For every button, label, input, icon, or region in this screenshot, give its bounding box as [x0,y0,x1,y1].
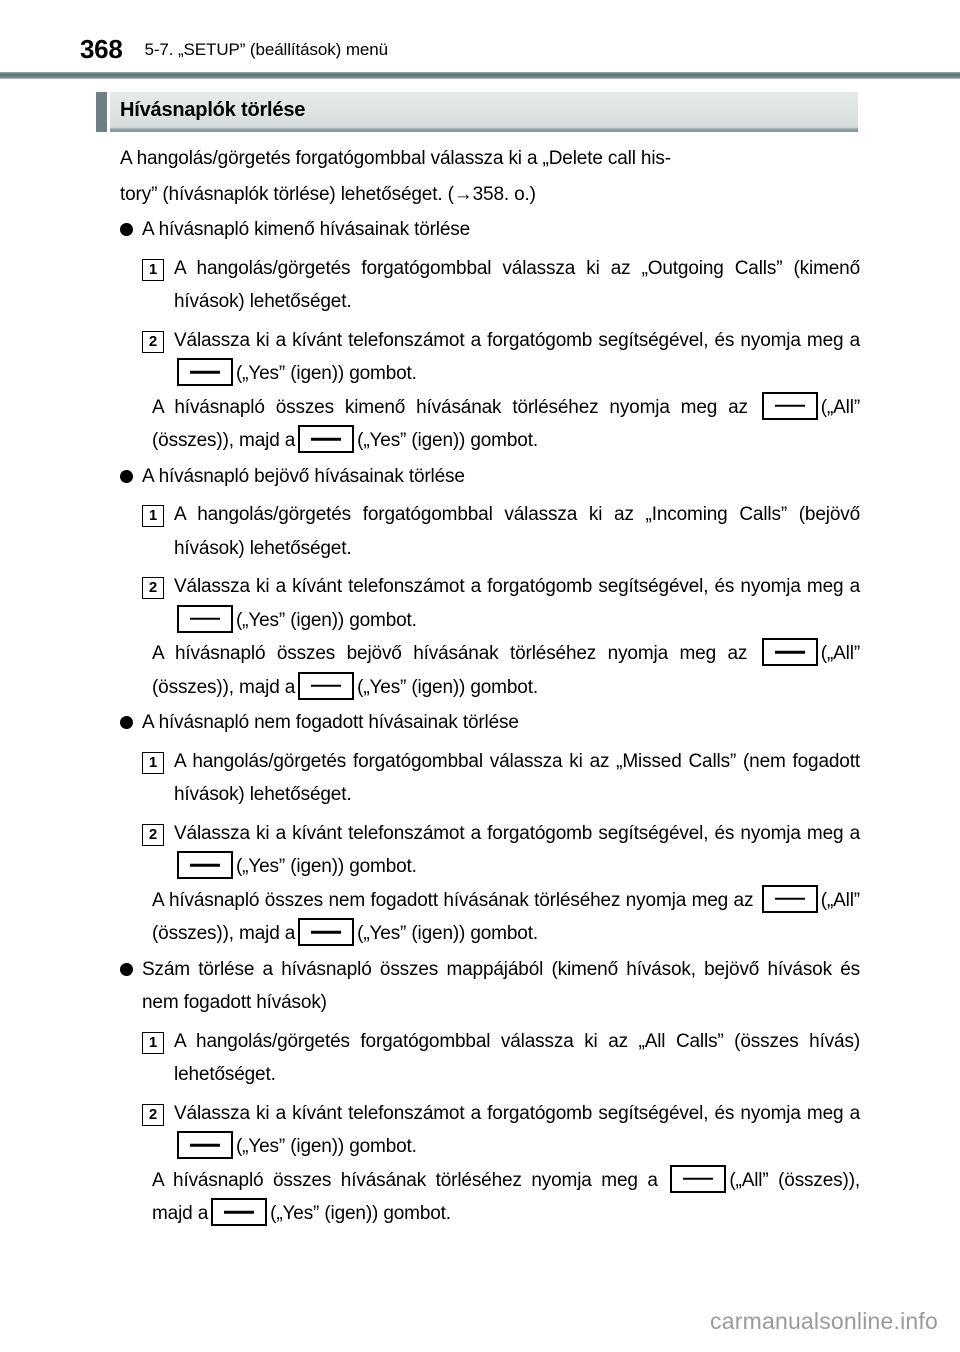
step-text-before-key: Válassza ki a kívánt telefonszámot a forgatógomb segítségével, és nyomja meg a [174,576,860,597]
note-text-middle: („All” (összes)), majd a [152,396,860,451]
numbered-step [142,498,860,565]
numbered-step [142,252,860,319]
step-text: A hangolás/görgetés forgatógombbal válassza ki az „Missed Calls” (nem fogadott hívások) lehetőséget. [174,750,860,805]
step-text: A hangolás/görgetés forgatógombbal válassza ki az „Outgoing Calls” (kimenő hívások) lehetőséget. [174,257,860,312]
step-text: A hangolás/görgetés forgatógombbal válassza ki az „All Calls” (összes hívás) lehetőséget. [174,1030,860,1085]
step-number-box: 1 [142,1032,164,1054]
bullet-item [120,953,860,1020]
note-text-after: („Yes” (igen)) gombot. [357,430,538,451]
bullet-item [120,213,860,247]
step-text-after-key: („Yes” (igen)) gombot. [236,363,417,384]
section-accent-bar [96,92,107,132]
intro-page-ref: 358. o.) [472,183,536,205]
note-text-middle: („All” (összes)), majd a [152,889,860,944]
step-text [174,570,860,637]
dash-key-icon[interactable] [298,672,354,700]
dash-key-icon[interactable] [762,638,818,666]
dash-key-icon[interactable] [177,851,233,879]
numbered-step [142,817,860,884]
intro-paragraph-cont [120,178,860,212]
intro-text-b: tory” (hívásnaplók törlése) lehetőséget. ( [120,183,454,205]
bullet-item [120,460,860,494]
bullet-item [120,706,860,740]
step-number-box: 2 [142,1104,164,1126]
numbered-step [142,745,860,812]
dash-key-icon[interactable] [298,918,354,946]
dash-key-icon[interactable] [762,885,818,913]
bullet-label: A hívásnapló kimenő hívásainak törlése [142,219,471,240]
step-number-box: 1 [142,505,164,527]
dash-key-icon[interactable] [177,1131,233,1159]
step-text [174,817,860,884]
dash-key-icon[interactable] [177,605,233,633]
arrow-right-icon: → [453,183,473,205]
running-title: 5-7. „SETUP” (beállítások) menü [144,40,388,59]
step-text-after-key: („Yes” (igen)) gombot. [236,1136,417,1157]
step-number-box: 1 [142,259,164,281]
step-text-after-key: („Yes” (igen)) gombot. [236,609,417,631]
note-text-middle: („All” (összes)), majd a [152,1169,860,1224]
intro-paragraph [120,142,860,176]
section-title: Hívásnaplók törlése [120,99,306,121]
step-text-after-key: („Yes” (igen)) gombot. [236,856,417,877]
page-running-head [0,34,960,74]
note-text-after: („Yes” (igen)) gombot. [357,676,538,698]
dash-key-icon[interactable] [211,1198,267,1226]
note-text-middle: („All” (összes)), majd a [152,643,860,698]
step-number-box: 1 [142,752,164,774]
step-number-box: 2 [142,824,164,846]
note-text-before: A hívásnapló összes kimenő hívásának törléséhez nyomja meg az [152,396,748,418]
bullet-label: A hívásnapló bejövő hívásainak törlése [142,465,465,487]
note-paragraph [152,1164,860,1231]
bullet-label: Szám törlése a hívásnapló összes mappájából (kimenő hívások, bejövő hívások és nem fogadott hívások) [142,958,860,1013]
step-text-before-key: Válassza ki a kívánt telefonszámot a forgatógomb segítségével, és nyomja meg a [174,329,860,351]
dash-key-icon[interactable] [177,358,233,386]
section-title-background [110,92,858,132]
bullet-dot-icon [120,716,133,729]
page-content [120,142,860,1231]
note-paragraph [152,391,860,458]
watermark: carmanualsonline.info [710,1308,938,1334]
step-text: A hangolás/görgetés forgatógombbal válassza ki az „Incoming Calls” (bejövő hívások) lehetőséget. [174,504,860,559]
numbered-step [142,324,860,391]
bullet-label: A hívásnapló nem fogadott hívásainak törlése [142,712,519,733]
bullet-dot-icon [120,963,133,976]
note-paragraph [152,637,860,704]
dash-key-icon[interactable] [298,425,354,453]
note-text-before: A hívásnapló összes nem fogadott hívásának törléséhez nyomja meg az [152,889,754,911]
step-number-box: 2 [142,331,164,353]
note-text-before: A hívásnapló összes bejövő hívásának törléséhez nyomja meg az [152,643,748,664]
dash-key-icon[interactable] [670,1165,726,1193]
bullet-dot-icon [120,223,133,236]
step-text-before-key: Válassza ki a kívánt telefonszámot a forgatógomb segítségével, és nyomja meg a [174,1102,860,1124]
numbered-step [142,570,860,637]
step-text [174,1097,860,1164]
section-title-bar [96,92,858,132]
numbered-step [142,1025,860,1092]
intro-text-a: A hangolás/görgetés forgatógombbal válassza ki a „Delete call his- [120,148,671,169]
header-divider-rule [0,72,960,79]
dash-key-icon[interactable] [762,392,818,420]
page-number: 368 [80,34,123,64]
step-text-before-key: Válassza ki a kívánt telefonszámot a forgatógomb segítségével, és nyomja meg a [174,822,860,844]
note-paragraph [152,884,860,951]
note-text-after: („Yes” (igen)) gombot. [357,923,538,944]
step-text [174,324,860,391]
bullet-dot-icon [120,470,133,483]
note-text-after: („Yes” (igen)) gombot. [270,1203,451,1224]
numbered-step [142,1097,860,1164]
step-number-box: 2 [142,577,164,599]
note-text-before: A hívásnapló összes hívásának törléséhez nyomja meg a [152,1169,658,1191]
